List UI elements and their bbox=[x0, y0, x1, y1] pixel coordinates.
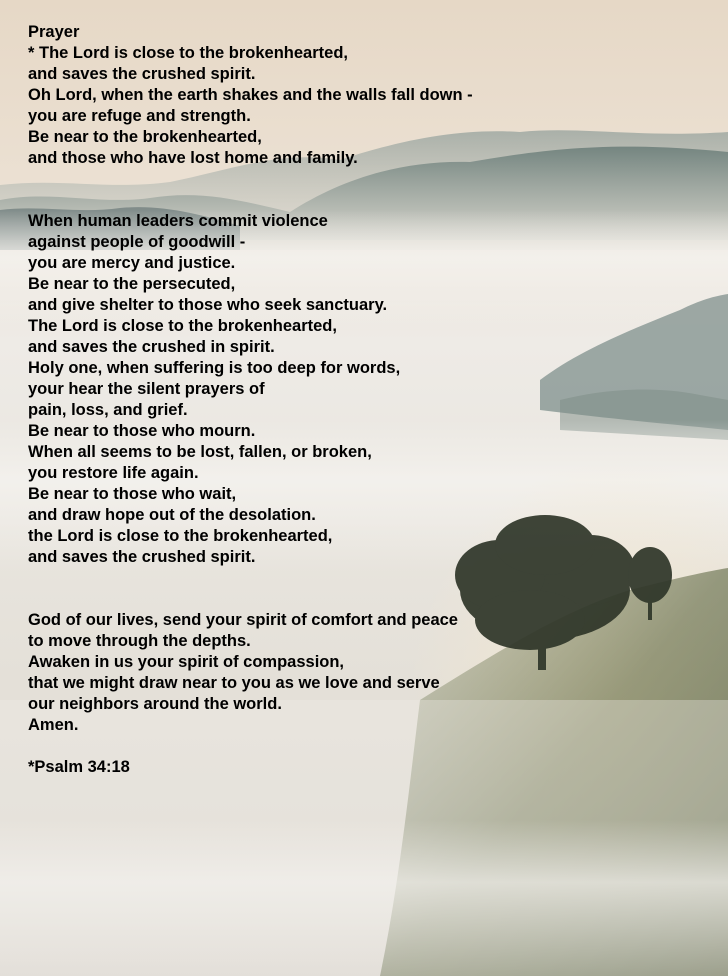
stanza-2-line: and draw hope out of the desolation. bbox=[28, 506, 316, 524]
stanza-2-line: you restore life again. bbox=[28, 464, 199, 482]
stanza-3-line: to move through the depths. bbox=[28, 632, 251, 650]
stanza-3-line: our neighbors around the world. bbox=[28, 695, 282, 713]
stanza-2-line: and saves the crushed in spirit. bbox=[28, 338, 275, 356]
stanza-2-line: against people of goodwill - bbox=[28, 233, 246, 251]
stanza-1-line: Be near to the brokenhearted, bbox=[28, 128, 262, 146]
prayer-text bbox=[28, 22, 718, 778]
stanza-3-line: that we might draw near to you as we love and serve bbox=[28, 674, 440, 692]
stanza-2-line: your hear the silent prayers of bbox=[28, 380, 265, 398]
stanza-2-line: Be near to the persecuted, bbox=[28, 275, 236, 293]
stanza-gap bbox=[28, 169, 718, 211]
footnote: *Psalm 34:18 bbox=[28, 758, 130, 776]
stanza-2-line: Be near to those who mourn. bbox=[28, 422, 256, 440]
stanza-3-line: God of our lives, send your spirit of comfort and peace bbox=[28, 611, 458, 629]
stanza-2-line: pain, loss, and grief. bbox=[28, 401, 188, 419]
stanza-2-line: When human leaders commit violence bbox=[28, 212, 328, 230]
stanza-2-line: When all seems to be lost, fallen, or broken, bbox=[28, 443, 372, 461]
stanza-1-line: and those who have lost home and family. bbox=[28, 149, 358, 167]
stanza-2-line: you are mercy and justice. bbox=[28, 254, 236, 272]
stanza-gap bbox=[28, 568, 718, 610]
stanza-2-line: Holy one, when suffering is too deep for words, bbox=[28, 359, 401, 377]
stanza-2-line: and give shelter to those who seek sanctuary. bbox=[28, 296, 388, 314]
stanza-gap bbox=[28, 736, 718, 757]
stanza-2-line: and saves the crushed spirit. bbox=[28, 548, 256, 566]
stanza-2-line: the Lord is close to the brokenhearted, bbox=[28, 527, 333, 545]
stanza-2-line: The Lord is close to the brokenhearted, bbox=[28, 317, 337, 335]
stanza-3-line: Awaken in us your spirit of compassion, bbox=[28, 653, 345, 671]
stanza-3-line: Amen. bbox=[28, 716, 79, 734]
stanza-1-line: you are refuge and strength. bbox=[28, 107, 251, 125]
prayer-title: Prayer bbox=[28, 23, 80, 41]
stanza-1-line: Oh Lord, when the earth shakes and the walls fall down - bbox=[28, 86, 473, 104]
stanza-1-line: * The Lord is close to the brokenhearted, bbox=[28, 44, 348, 62]
stanza-2-line: Be near to those who wait, bbox=[28, 485, 237, 503]
stanza-1-line: and saves the crushed spirit. bbox=[28, 65, 256, 83]
